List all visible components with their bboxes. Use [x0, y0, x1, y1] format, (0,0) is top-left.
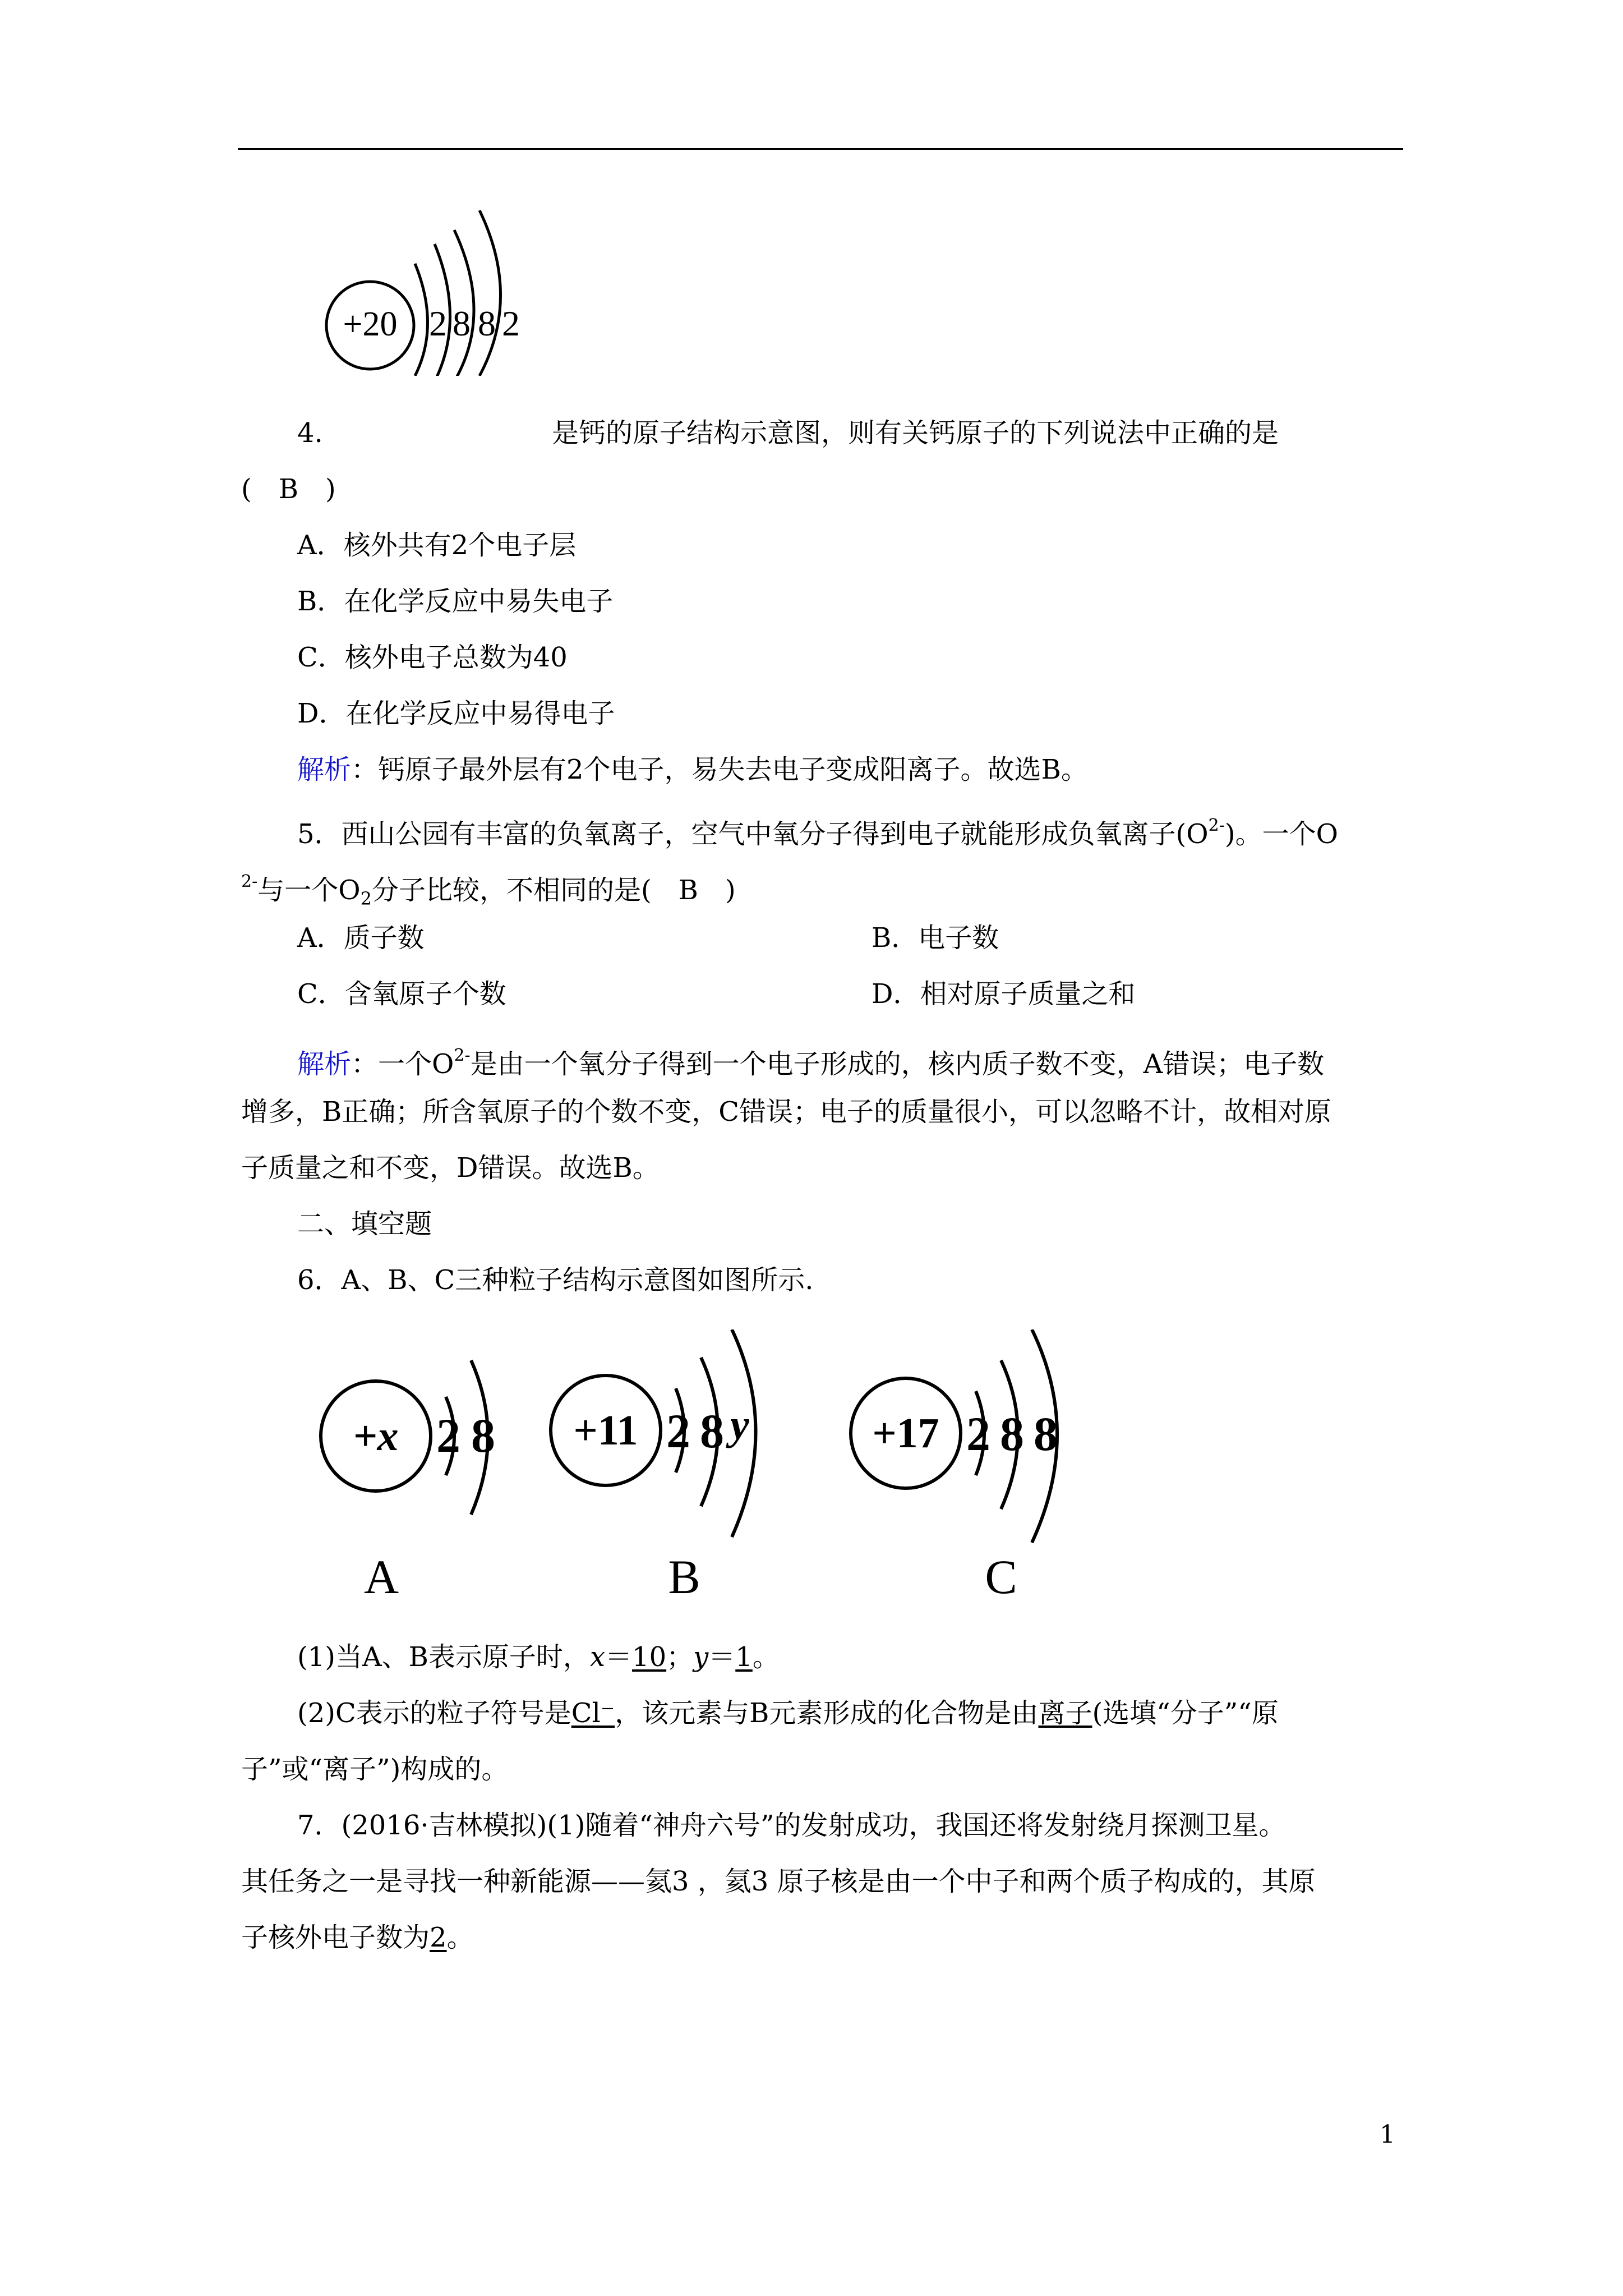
- particle-diagrams: [303, 1329, 1178, 1621]
- q5-superscript-2: 2-: [241, 872, 258, 891]
- q7-line1: [297, 1809, 1285, 1842]
- diagram-c-shell-2: 8: [1000, 1407, 1024, 1461]
- diagram-b-shell-2: 8: [700, 1404, 724, 1458]
- q5-analysis-superscript: 2-: [454, 1046, 471, 1065]
- q5-option-b: [872, 921, 999, 955]
- q5-stem-b-b: 分子比较，不相同的是( B ): [371, 875, 736, 906]
- q6-p2-text-c: (选填“分子”“原: [1092, 1697, 1279, 1729]
- analysis-text: ：钙原子最外层有2个电子，易失去电子变成阳离子。故选B。: [351, 754, 1088, 785]
- q5-option-c: [297, 977, 506, 1011]
- q6-p2-text: (2)C表示的粒子符号是: [297, 1697, 571, 1729]
- q5-superscript: 2-: [1208, 816, 1225, 835]
- diagram-a: [321, 1360, 495, 1604]
- q5-analysis-3: 子质量之和不变，D错误。故选B。: [241, 1152, 660, 1184]
- shell-arc-1: [415, 264, 428, 376]
- analysis-label: 解析: [297, 1048, 352, 1080]
- q5-analysis-line2: [241, 1095, 1331, 1129]
- diagram-a-shell-1: 2: [436, 1409, 460, 1462]
- q5-stem-b-a: 与一个O: [257, 875, 361, 906]
- q4-analysis: [297, 753, 1088, 786]
- q6-p1-end: 。: [752, 1641, 780, 1673]
- q6-sep: ；: [666, 1641, 694, 1673]
- shell-count-2: 8: [453, 303, 471, 343]
- q6-part2-line1: [297, 1696, 1279, 1730]
- q5-analysis-line1: [297, 1039, 1324, 1081]
- q6-part2-line2: [241, 1752, 508, 1786]
- diagram-b-shell-1: 2: [666, 1404, 690, 1458]
- diagram-c: [851, 1329, 1058, 1604]
- q6-answer-y: 1: [735, 1641, 753, 1673]
- q6-answer-symbol: Cl⁻: [571, 1697, 615, 1729]
- diagram-c-nucleus-label: +17: [872, 1410, 939, 1457]
- diagram-a-nucleus-label: +x: [353, 1412, 399, 1460]
- q5-stem-line2: [241, 865, 736, 915]
- q7-line1-text: 7．(2016·吉林模拟)(1)随着“神舟六号”的发射成功，我国还将发射绕月探测卫星。: [297, 1810, 1286, 1841]
- header-rule: [238, 148, 1403, 150]
- diagram-c-shell-1: 2: [966, 1407, 990, 1461]
- q6-p2-text-d: 子”或“离子”)构成的。: [241, 1754, 509, 1785]
- diagram-b-nucleus-label: +11: [573, 1407, 638, 1454]
- q6-stem: [297, 1263, 813, 1297]
- q7-line3-end: 。: [446, 1922, 474, 1953]
- q6-stem-label: 6．A、B、C三种粒子结构示意图如图所示.: [297, 1264, 814, 1296]
- q4-option-d-label: D．在化学反应中易得电子: [297, 698, 615, 729]
- q6-answer-particle: 离子: [1038, 1697, 1092, 1729]
- q5-stem-line1: [297, 809, 1338, 851]
- diagram-b-shell-3: y: [730, 1401, 749, 1448]
- q6-eq1: ＝: [605, 1641, 633, 1673]
- q5-option-d: [872, 977, 1136, 1011]
- q4-option-b-label: B．在化学反应中易失电子: [297, 586, 614, 617]
- q7-line3-text: 子核外电子数为: [241, 1922, 430, 1953]
- q4-stem-text: [552, 416, 1279, 450]
- q4-option-a-label: A．核外共有2个电子层: [297, 530, 577, 561]
- q4-option-c: [297, 641, 568, 674]
- diagram-c-shell-3: 8: [1034, 1407, 1058, 1461]
- analysis-label: 解析: [297, 754, 352, 785]
- page-number: 1: [1380, 2120, 1395, 2149]
- q5-option-b-label: B．电子数: [872, 922, 999, 954]
- diagram-a-shell-2: 8: [471, 1409, 495, 1462]
- q4-option-a: [297, 528, 576, 562]
- diagram-b-caption: B: [668, 1550, 700, 1604]
- q4-stem-label: 是钙的原子结构示意图，则有关钙原子的下列说法中正确的是: [552, 417, 1279, 449]
- calcium-atom-diagram: [320, 208, 555, 376]
- section-heading: [297, 1207, 432, 1241]
- shell-count-1: 2: [429, 303, 447, 343]
- q6-var-y: y: [693, 1641, 709, 1673]
- shell-arc-3: [454, 230, 474, 376]
- q6-p1-text: (1)当A、B表示原子时，: [297, 1641, 590, 1673]
- q5-stem-a: 5．西山公园有丰富的负氧离子，空气中氧分子得到电子就能形成负氧离子(O: [297, 818, 1209, 850]
- q5-analysis-1b: 是由一个氧分子得到一个电子形成的，核内质子数不变，A错误；电子数: [470, 1048, 1325, 1080]
- q5-option-a-label: A．质子数: [297, 922, 425, 954]
- q7-line2-text: 其任务之一是寻找一种新能源——氦3 ，氦3 原子核是由一个中子和两个质子构成的，其原: [241, 1866, 1316, 1897]
- q6-eq2: ＝: [708, 1641, 736, 1673]
- q4-answer: [241, 472, 336, 506]
- q6-p2-text-b: ，该元素与B元素形成的化合物是由: [615, 1697, 1039, 1729]
- q6-part1: [297, 1640, 780, 1674]
- shell-count-3: 8: [478, 303, 496, 343]
- q7-line3: [241, 1921, 474, 1954]
- q5-analysis-1a: ：一个O: [351, 1048, 454, 1080]
- q5-option-d-label: D．相对原子质量之和: [872, 978, 1136, 1010]
- shell-arc-4: [479, 210, 501, 376]
- q5-option-a: [297, 921, 425, 955]
- q4-option-d: [297, 697, 615, 730]
- q5-option-c-label: C．含氧原子个数: [297, 978, 506, 1010]
- q4-option-c-label: C．核外电子总数为40: [297, 642, 568, 673]
- nucleus-label: +20: [343, 305, 398, 343]
- diagram-a-caption: A: [363, 1550, 399, 1604]
- q4-option-b: [297, 585, 613, 618]
- q7-line2: [241, 1865, 1316, 1898]
- q4-answer-label: ( B ): [241, 473, 336, 505]
- q5-analysis-2: 增多，B正确；所含氧原子的个数不变，C错误；电子的质量很小，可以忽略不计，故相对原: [241, 1096, 1332, 1128]
- shell-count-4: 2: [502, 303, 520, 343]
- q5-analysis-line3: [241, 1151, 660, 1185]
- q6-var-x: x: [589, 1641, 606, 1673]
- diagram-b: [551, 1329, 756, 1604]
- q4-stem: [297, 416, 323, 450]
- q4-number: 4.: [297, 417, 323, 449]
- q5-subscript: 2: [360, 888, 372, 909]
- q6-answer-x: 10: [632, 1641, 667, 1673]
- section-heading-label: 二、填空题: [297, 1208, 432, 1240]
- q7-answer: 2: [430, 1922, 447, 1953]
- q5-stem-a-end: )。一个O: [1224, 818, 1338, 850]
- diagram-c-caption: C: [985, 1550, 1017, 1604]
